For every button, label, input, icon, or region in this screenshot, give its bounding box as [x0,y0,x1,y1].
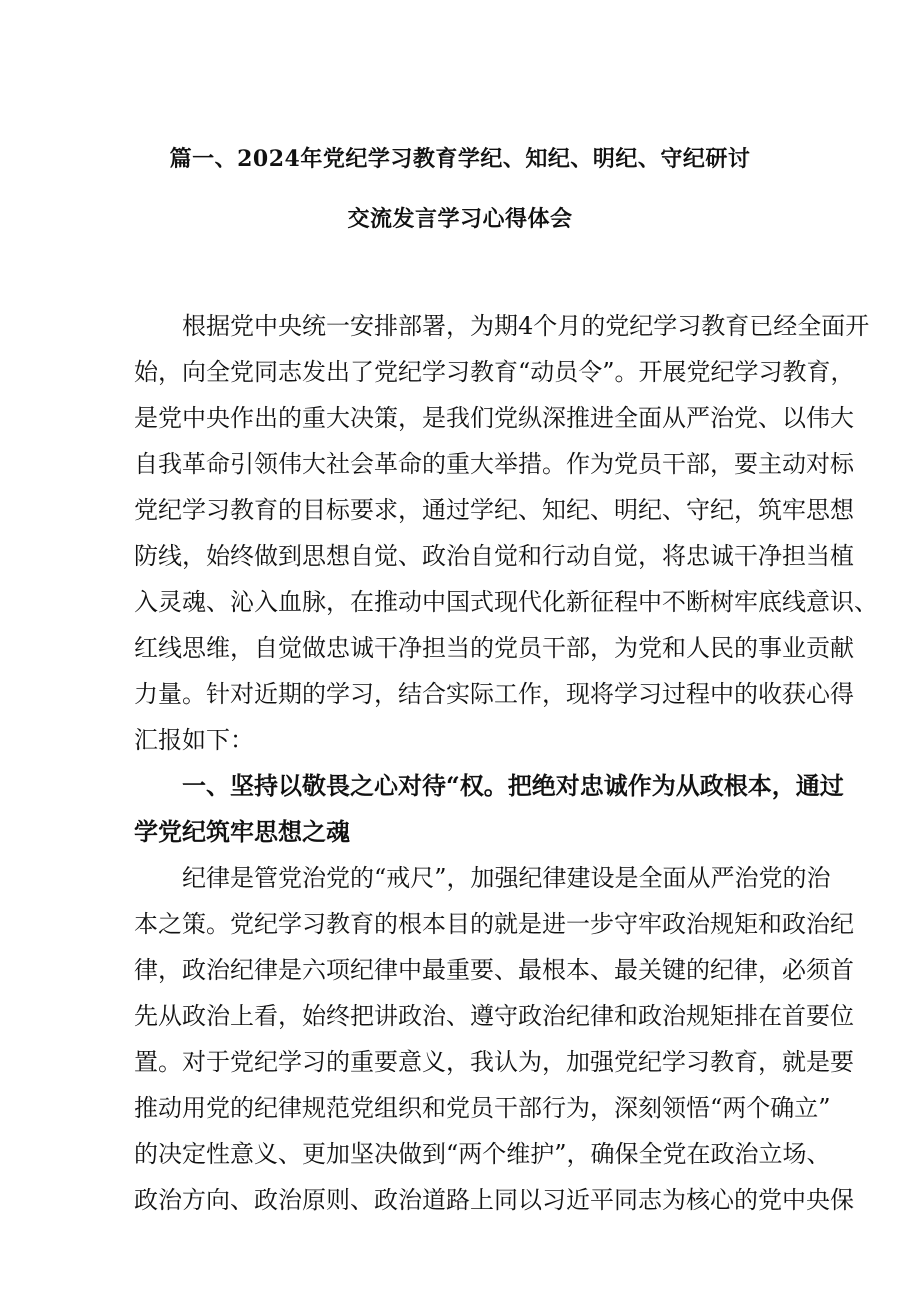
paragraph-2-line: 本之策。党纪学习教育的根本目的就是进一步守牢政治规矩和政治纪 [134,910,854,938]
paragraph-1-line: 是党中央作出的重大决策，是我们党纵深推进全面从严治党、以伟大 [134,404,854,432]
section-heading-line: 学党纪筑牢思想之魂 [134,817,350,846]
paragraph-2-line: 置。对于党纪学习的重要意义，我认为，加强党纪学习教育，就是要 [134,1048,854,1076]
paragraph-1-line: 始，向全党同志发出了党纪学习教育“动员令”。开展党纪学习教育， [134,358,855,386]
paragraph-2-line: 推动用党的纪律规范党组织和党员干部行为，深刻领悟“两个确立” [134,1094,831,1122]
paragraph-1-line: 力量。针对近期的学习，结合实际工作，现将学习过程中的收获心得 [134,680,854,708]
paragraph-1-line: 防线，始终做到思想自觉、政治自觉和行动自觉，将忠诚干净担当植 [134,542,854,570]
section-heading-line: 一、坚持以敬畏之心对待“权。把绝对忠诚作为从政根本，通过 [182,771,844,800]
paragraph-1-line: 红线思维，自觉做忠诚干净担当的党员干部，为党和人民的事业贡献 [134,634,854,662]
paragraph-2-line: 的决定性意义、更加坚决做到“两个维护”，确保全党在政治立场、 [134,1140,831,1168]
paragraph-2-line: 政治方向、政治原则、政治道路上同以习近平同志为核心的党中央保 [134,1186,854,1214]
document-title-line-1: 篇一、2024年党纪学习教育学纪、知纪、明纪、守纪研讨 [169,146,751,172]
paragraph-1-line: 根据党中央统一安排部署，为期4个月的党纪学习教育已经全面开 [182,312,870,340]
paragraph-2-line: 律，政治纪律是六项纪律中最重要、最根本、最关键的纪律，必须首 [134,956,854,984]
paragraph-1-line: 党纪学习教育的目标要求，通过学纪、知纪、明纪、守纪，筑牢思想 [134,496,854,524]
paragraph-1-line: 自我革命引领伟大社会革命的重大举措。作为党员干部，要主动对标 [134,450,854,478]
paragraph-1-line: 汇报如下： [134,726,254,754]
paragraph-2-line: 先从政治上看，始终把讲政治、遵守政治纪律和政治规矩排在首要位 [134,1002,854,1030]
document-title-line-2: 交流发言学习心得体会 [347,206,573,232]
paragraph-2-line: 纪律是管党治党的“戒尺”，加强纪律建设是全面从严治党的治 [182,864,831,892]
paragraph-1-line: 入灵魂、沁入血脉，在推动中国式现代化新征程中不断树牢底线意识、 [134,588,878,616]
